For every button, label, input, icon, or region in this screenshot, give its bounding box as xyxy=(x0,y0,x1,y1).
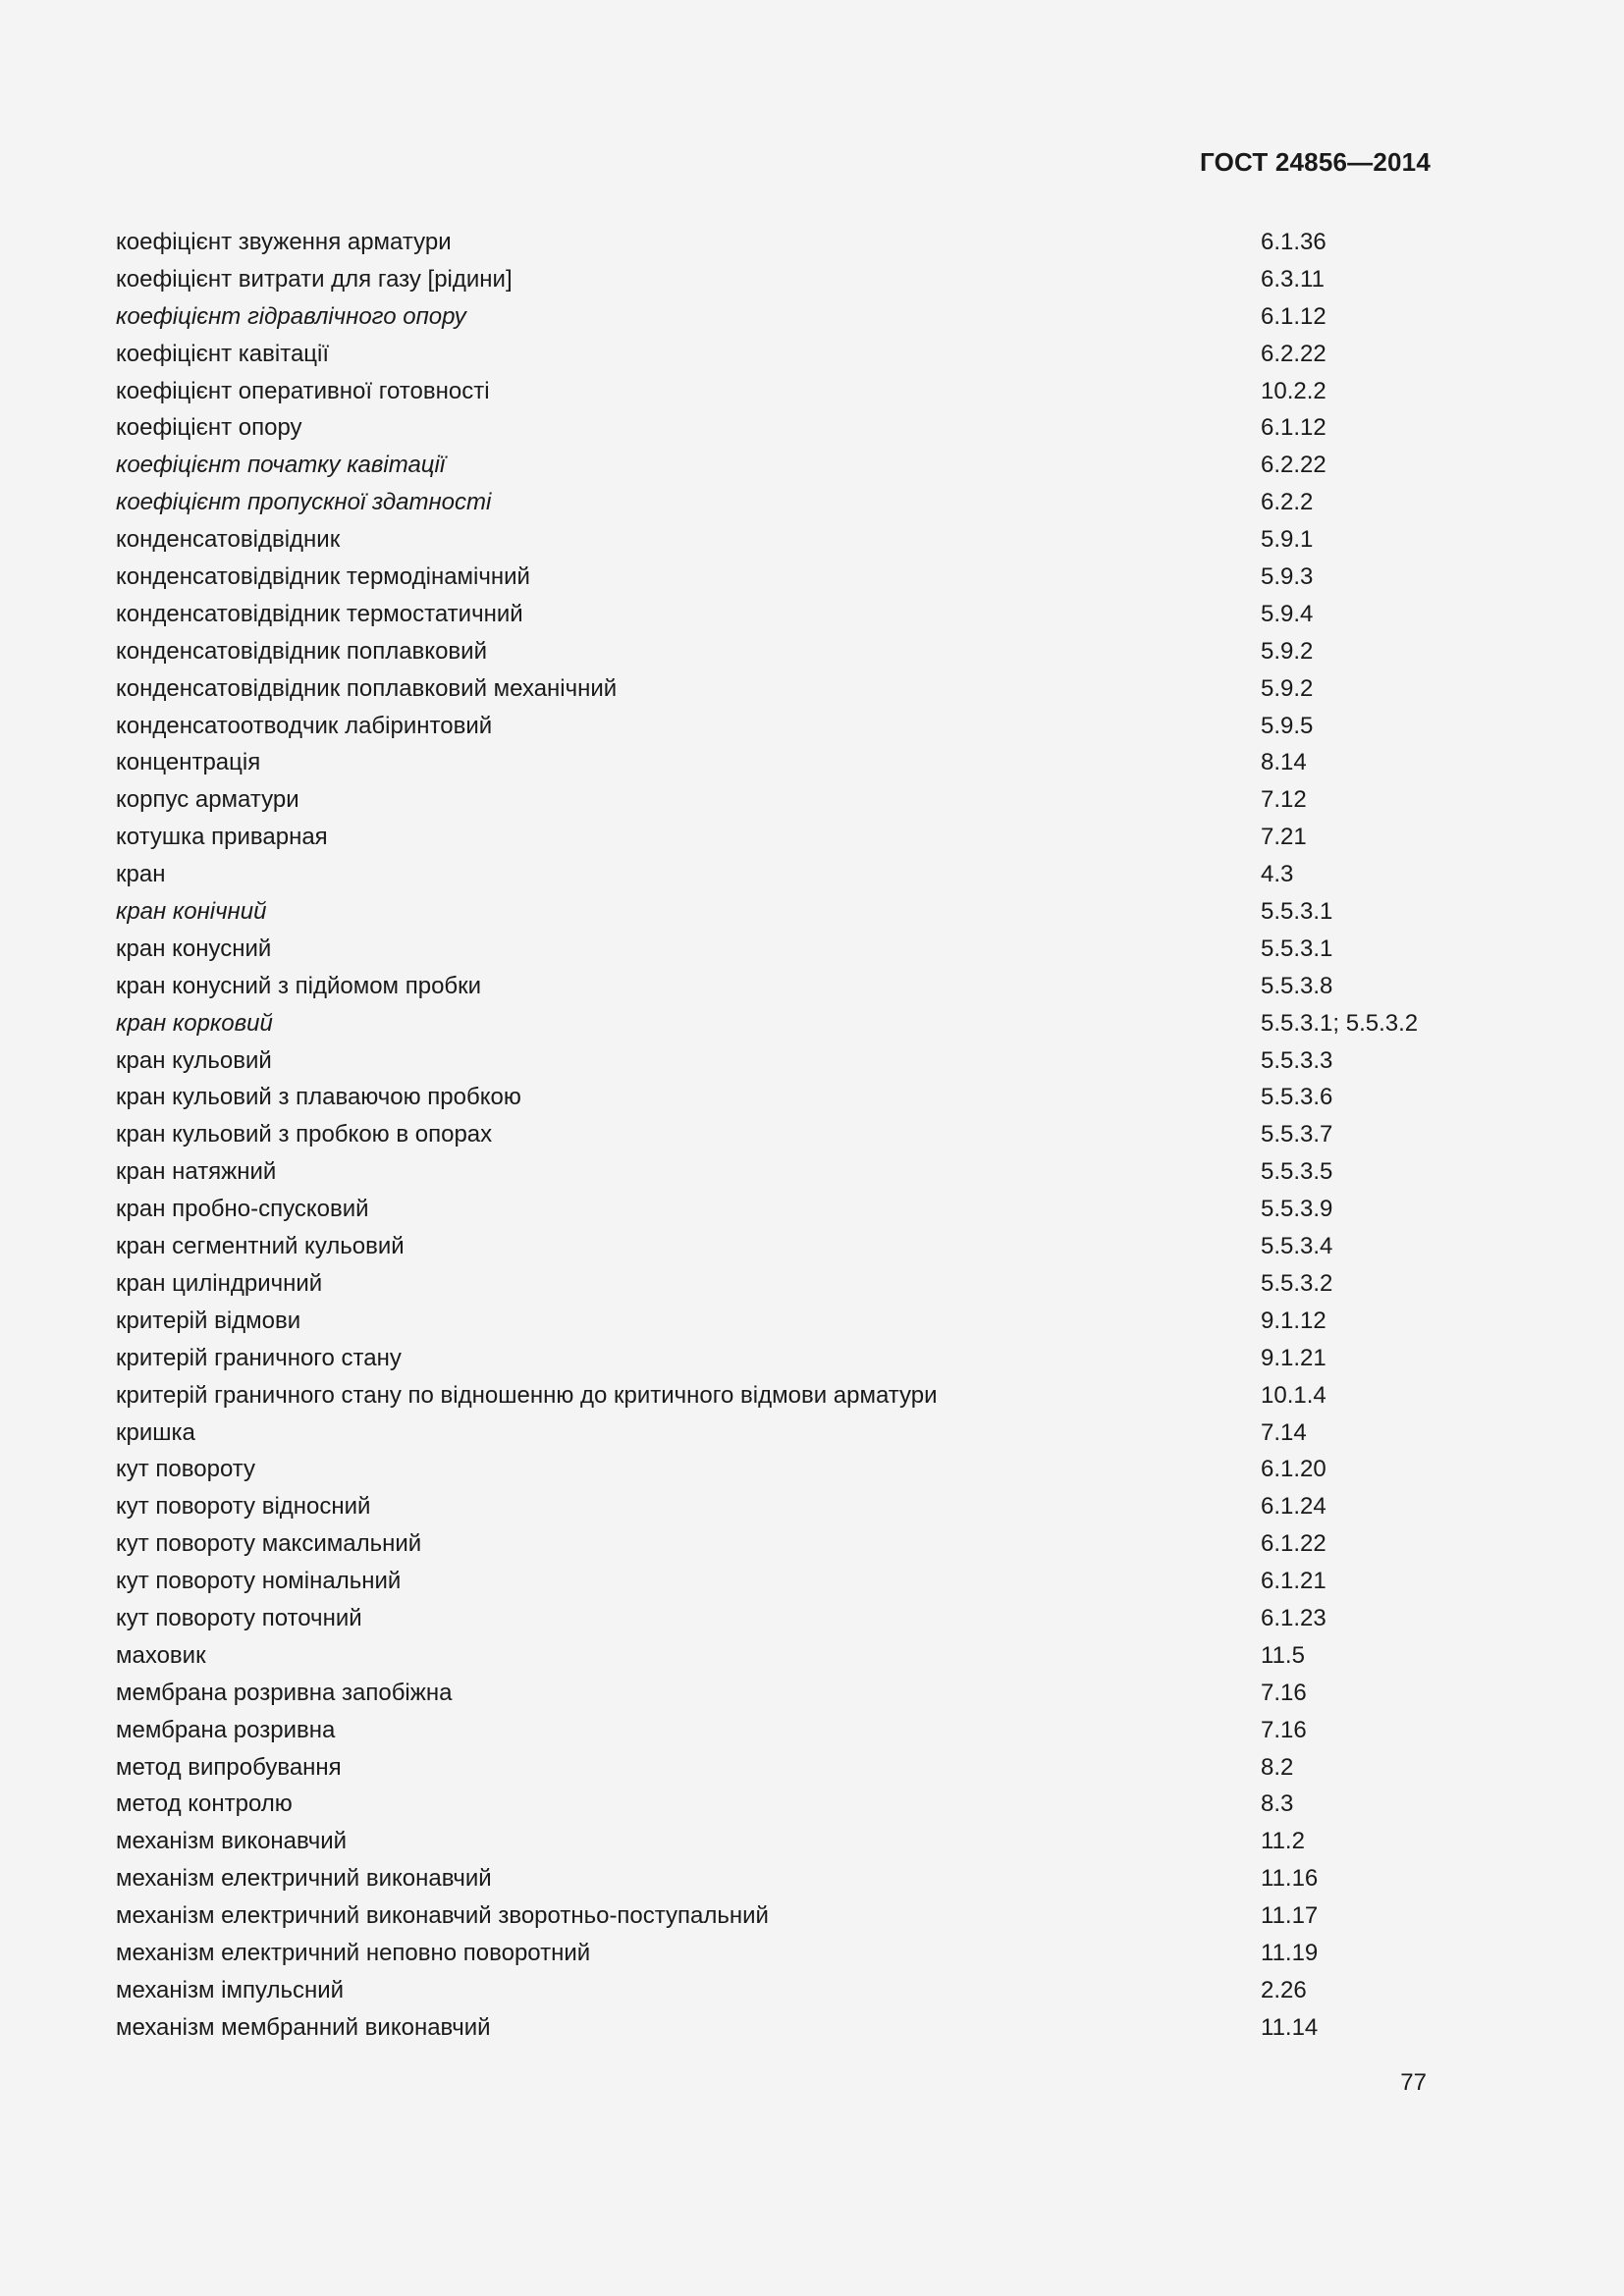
index-entry xyxy=(116,1116,1451,1153)
index-reference: 8.3 xyxy=(1261,1790,1294,1818)
index-entry xyxy=(116,1488,1451,1525)
index-entry xyxy=(116,708,1451,745)
index-term: метод контролю xyxy=(116,1790,293,1818)
index-entry xyxy=(116,1525,1451,1563)
index-term: кран конусний з підйомом пробки xyxy=(116,972,482,999)
index-entry xyxy=(116,1600,1451,1637)
index-entry xyxy=(116,1563,1451,1600)
index-reference: 6.1.24 xyxy=(1261,1493,1326,1521)
index-term: кран натяжний xyxy=(116,1158,277,1186)
index-entry xyxy=(116,1749,1451,1787)
index-term: механізм електричний виконавчий xyxy=(116,1865,492,1893)
index-term: кришка xyxy=(116,1418,195,1446)
document-header: ГОСТ 24856—2014 xyxy=(1200,147,1431,177)
index-term: кут повороту поточний xyxy=(116,1604,362,1631)
index-reference: 6.1.23 xyxy=(1261,1604,1326,1631)
index-reference: 5.9.2 xyxy=(1261,674,1314,702)
index-term: механізм мембранний виконавчий xyxy=(116,2013,491,2041)
index-reference: 5.5.3.9 xyxy=(1261,1196,1333,1223)
index-entry xyxy=(116,373,1451,410)
index-term: конденсатовідвідник поплавковий xyxy=(116,637,487,665)
index-reference: 5.5.3.6 xyxy=(1261,1084,1333,1111)
index-entry xyxy=(116,1786,1451,1823)
index-reference: 10.1.4 xyxy=(1261,1381,1326,1409)
index-entry xyxy=(116,1153,1451,1191)
index-reference: 5.9.4 xyxy=(1261,600,1314,627)
index-reference: 2.26 xyxy=(1261,1976,1307,2003)
index-reference: 11.19 xyxy=(1261,1939,1319,1966)
index-reference: 6.1.20 xyxy=(1261,1456,1326,1483)
index-entry xyxy=(116,224,1451,261)
index-reference: 5.5.3.1 xyxy=(1261,934,1333,962)
index-term: коефіцієнт оперативної готовності xyxy=(116,377,490,404)
index-reference: 11.14 xyxy=(1261,2013,1319,2041)
index-entry xyxy=(116,1935,1451,1972)
index-term: кран кульовий xyxy=(116,1046,272,1074)
index-reference: 5.9.5 xyxy=(1261,712,1314,739)
index-entry xyxy=(116,559,1451,596)
index-term: кран xyxy=(116,861,166,888)
index-term: механізм виконавчий xyxy=(116,1828,348,1855)
index-term: механізм електричний неповно поворотний xyxy=(116,1939,591,1966)
index-reference: 8.2 xyxy=(1261,1753,1294,1781)
index-term: механізм імпульсний xyxy=(116,1976,345,2003)
index-term: кран кульовий з пробкою в опорах xyxy=(116,1121,493,1148)
index-term: кут повороту відносний xyxy=(116,1493,371,1521)
index-term: критерій граничного стану по відношенню до критичного відмови арматури xyxy=(116,1381,938,1409)
index-entry xyxy=(116,819,1451,856)
index-term: конденсатоотводчик лабіринтовий xyxy=(116,712,493,739)
index-term: кран сегментний кульовий xyxy=(116,1233,405,1260)
index-term: конденсатовідвідник термостатичний xyxy=(116,600,523,627)
index-term: коефіцієнт витрати для газу [рідини] xyxy=(116,265,513,293)
index-entry xyxy=(116,670,1451,708)
index-entry xyxy=(116,1637,1451,1675)
index-entry xyxy=(116,409,1451,447)
index-term: конденсатовідвідник поплавковий механічний xyxy=(116,674,618,702)
index-entry xyxy=(116,1228,1451,1265)
index-reference: 7.12 xyxy=(1261,786,1307,814)
index-term: корпус арматури xyxy=(116,786,299,814)
index-reference: 9.1.12 xyxy=(1261,1307,1326,1334)
index-entry xyxy=(116,1451,1451,1488)
index-entry xyxy=(116,261,1451,298)
index-term: коефіцієнт пропускної здатності xyxy=(116,489,492,516)
index-reference: 6.3.11 xyxy=(1261,265,1325,293)
index-reference: 9.1.21 xyxy=(1261,1344,1326,1371)
index-term: кран конічний xyxy=(116,898,267,926)
index-entry xyxy=(116,1042,1451,1080)
index-reference: 6.1.22 xyxy=(1261,1530,1326,1558)
index-entry xyxy=(116,1265,1451,1303)
index-term: кран циліндричний xyxy=(116,1269,323,1297)
index-entry xyxy=(116,596,1451,633)
index-reference: 5.9.3 xyxy=(1261,563,1314,591)
index-reference: 11.5 xyxy=(1261,1641,1305,1669)
index-entry xyxy=(116,931,1451,968)
index-term: коефіцієнт гідравлічного опору xyxy=(116,302,466,330)
index-entry xyxy=(116,1972,1451,2009)
index-term: кут повороту номінальний xyxy=(116,1568,402,1595)
index-term: кран кульовий з плаваючою пробкою xyxy=(116,1084,521,1111)
index-reference: 5.9.1 xyxy=(1261,526,1314,554)
index-term: кут повороту максимальний xyxy=(116,1530,422,1558)
index-entry xyxy=(116,298,1451,336)
index-reference: 11.2 xyxy=(1261,1828,1305,1855)
index-reference: 6.1.12 xyxy=(1261,414,1326,442)
index-term: конденсатовідвідник термодінамічний xyxy=(116,563,530,591)
index-term: коефіцієнт звуження арматури xyxy=(116,229,452,255)
index-reference: 7.21 xyxy=(1261,824,1307,851)
index-entry xyxy=(116,336,1451,373)
page-number: 77 xyxy=(1400,2069,1427,2096)
index-entry xyxy=(116,1823,1451,1860)
index-entry xyxy=(116,1712,1451,1749)
term-index-list xyxy=(116,224,1451,2047)
index-term: кран конусний xyxy=(116,934,272,962)
index-entry xyxy=(116,893,1451,931)
index-entry xyxy=(116,781,1451,819)
index-term: концентрація xyxy=(116,749,261,776)
index-entry xyxy=(116,1340,1451,1377)
index-entry xyxy=(116,968,1451,1005)
index-reference: 5.5.3.7 xyxy=(1261,1121,1333,1148)
index-reference: 6.1.12 xyxy=(1261,302,1326,330)
index-entry xyxy=(116,1191,1451,1228)
index-entry xyxy=(116,1079,1451,1116)
index-entry xyxy=(116,1005,1451,1042)
index-reference: 7.16 xyxy=(1261,1716,1307,1743)
index-term: критерій відмови xyxy=(116,1307,301,1334)
index-reference: 8.14 xyxy=(1261,749,1307,776)
index-reference: 5.9.2 xyxy=(1261,637,1314,665)
index-term: котушка приварная xyxy=(116,824,328,851)
index-entry xyxy=(116,2009,1451,2047)
index-entry xyxy=(116,1897,1451,1935)
index-entry xyxy=(116,1675,1451,1712)
index-entry xyxy=(116,633,1451,670)
index-term: метод випробування xyxy=(116,1753,342,1781)
index-reference: 6.1.21 xyxy=(1261,1568,1326,1595)
index-term: критерій граничного стану xyxy=(116,1344,402,1371)
index-term: коефіцієнт початку кавітації xyxy=(116,452,446,479)
index-reference: 6.1.36 xyxy=(1261,229,1326,255)
index-reference: 10.2.2 xyxy=(1261,377,1326,404)
index-term: коефіцієнт опору xyxy=(116,414,302,442)
index-reference: 5.5.3.4 xyxy=(1261,1233,1333,1260)
index-term: конденсатовідвідник xyxy=(116,526,341,554)
index-reference: 5.5.3.8 xyxy=(1261,972,1333,999)
index-entry xyxy=(116,447,1451,484)
index-reference: 4.3 xyxy=(1261,861,1294,888)
index-entry xyxy=(116,521,1451,559)
index-term: механізм електричний виконавчий зворотньо-поступальний xyxy=(116,1902,769,1930)
index-term: коефіцієнт кавітації xyxy=(116,340,330,367)
index-entry xyxy=(116,1303,1451,1340)
index-entry xyxy=(116,484,1451,521)
index-reference: 5.5.3.5 xyxy=(1261,1158,1333,1186)
index-reference: 11.16 xyxy=(1261,1865,1319,1893)
index-reference: 7.14 xyxy=(1261,1418,1307,1446)
index-entry xyxy=(116,1860,1451,1897)
index-reference: 5.5.3.1; 5.5.3.2 xyxy=(1261,1009,1419,1037)
index-reference: 6.2.22 xyxy=(1261,452,1326,479)
index-reference: 6.2.2 xyxy=(1261,489,1314,516)
index-term: кран пробно-спусковий xyxy=(116,1196,369,1223)
index-term: маховик xyxy=(116,1641,206,1669)
index-term: мембрана розривна xyxy=(116,1716,336,1743)
index-reference: 5.5.3.2 xyxy=(1261,1269,1333,1297)
index-reference: 7.16 xyxy=(1261,1679,1307,1706)
index-entry xyxy=(116,1377,1451,1415)
index-entry xyxy=(116,744,1451,781)
index-entry xyxy=(116,856,1451,893)
index-reference: 11.17 xyxy=(1261,1902,1319,1930)
index-reference: 5.5.3.1 xyxy=(1261,898,1333,926)
index-entry xyxy=(116,1415,1451,1452)
index-term: кут повороту xyxy=(116,1456,256,1483)
index-reference: 5.5.3.3 xyxy=(1261,1046,1333,1074)
index-term: кран корковий xyxy=(116,1009,273,1037)
index-term: мембрана розривна запобіжна xyxy=(116,1679,453,1706)
index-reference: 6.2.22 xyxy=(1261,340,1326,367)
